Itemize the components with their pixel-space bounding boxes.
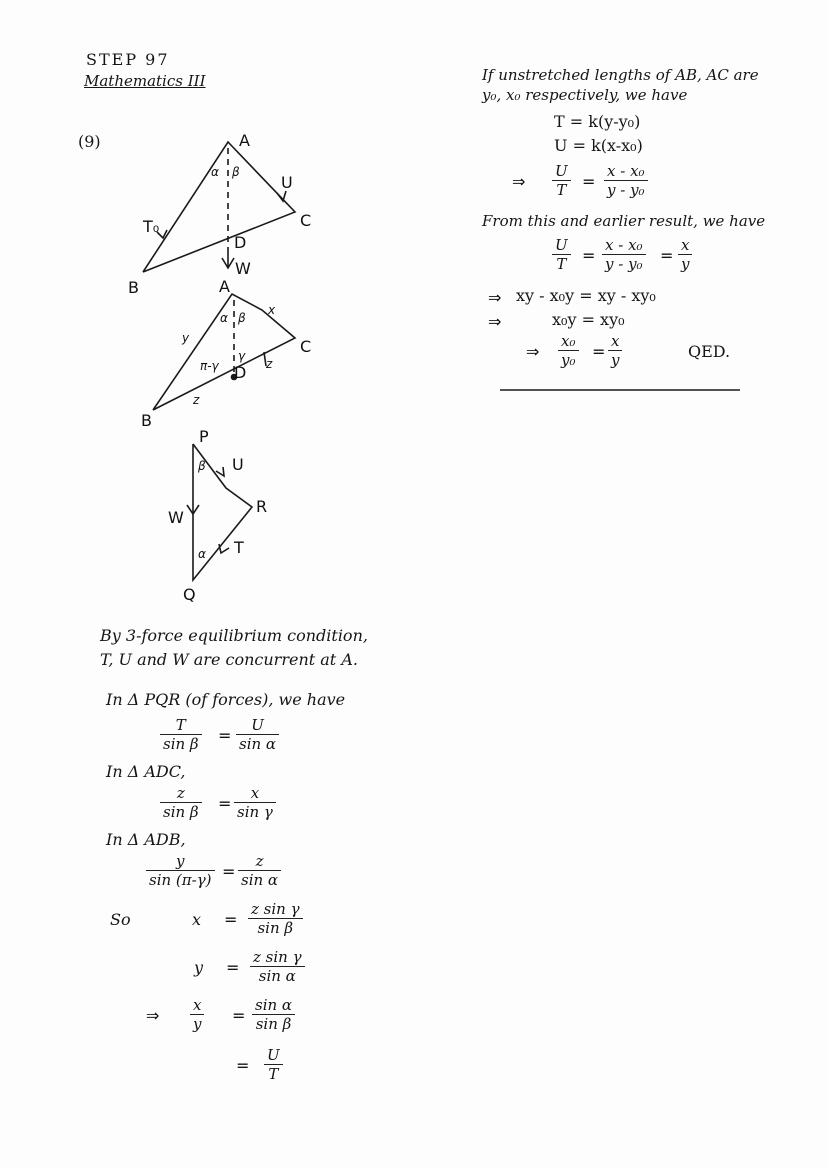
eq7-rhs-num: U (264, 1046, 283, 1065)
u-arrow (216, 467, 224, 476)
eq-r3-rhs-num: x - x₀ (604, 162, 648, 181)
eq-r7-arrow: ⇒ (526, 342, 540, 361)
d2-label-beta: β (238, 311, 246, 325)
d2-label-y: y (182, 331, 190, 345)
eq6-arrow: ⇒ (146, 1006, 160, 1025)
eq-r7-rhs (608, 332, 622, 369)
d1-label-beta: β (232, 165, 240, 179)
d3-label-beta: β (198, 459, 206, 473)
eq-r4-mid-den: y - y₀ (605, 255, 643, 273)
eq2-equals: = (218, 794, 232, 813)
eq7-rhs (264, 1046, 283, 1083)
eq2-lhs-den: sin β (163, 803, 199, 821)
eq1-lhs (160, 716, 202, 753)
eq1-rhs-den: sin α (239, 735, 277, 753)
d1-label-alpha: α (211, 165, 219, 179)
eq-r7-rhs-den: y (611, 351, 620, 369)
eq6-rhs-num: sin α (252, 996, 295, 1015)
d1-label-u: U (281, 173, 293, 192)
eq1-equals: = (218, 726, 232, 745)
eq3-lhs-num: y (146, 852, 215, 871)
eq3-rhs-num: z (238, 852, 281, 871)
eq-r3-lhs-den: T (556, 181, 567, 199)
eq5-rhs-den: sin α (258, 967, 296, 985)
eq-r3-arrow: ⇒ (512, 172, 526, 191)
diagram-1 (143, 142, 295, 272)
d2-label-d: D (234, 363, 247, 382)
text-unstretched-2: y₀, x₀ respectively, we have (482, 86, 688, 104)
d1-label-w: W (235, 259, 251, 278)
eq3-rhs-den: sin α (241, 871, 279, 889)
text-equilibrium-2: T, U and W are concurrent at A. (100, 650, 358, 669)
d1-label-c: C (300, 211, 312, 230)
d3-label-alpha: α (198, 547, 206, 561)
d2-label-a: A (219, 277, 230, 296)
eq4-equals: = (224, 910, 238, 929)
d1-label-d: D (234, 233, 247, 252)
d1-label-a: A (239, 131, 250, 150)
eq-r4-lhs-den: T (556, 255, 567, 273)
d2-label-alpha: α (220, 311, 228, 325)
text-in-adc: In Δ ADC, (106, 762, 186, 781)
eq6-rhs (252, 996, 295, 1033)
header-paper: Mathematics III (84, 72, 206, 90)
eq-r5-arrow: ⇒ (488, 288, 502, 307)
d3-label-r: R (256, 497, 268, 516)
eq7-rhs-den: T (268, 1065, 279, 1083)
d3-label-q: Q (183, 585, 196, 604)
eq4-rhs-den: sin β (257, 919, 294, 937)
text-in-pqr: In Δ PQR (of forces), we have (106, 690, 346, 709)
eq-r4-rhs-num: x (678, 236, 692, 255)
d1-label-t0: T₀ (143, 217, 160, 236)
eq4-rhs (248, 900, 303, 937)
eq-r7-lhs-den: y₀ (561, 351, 576, 369)
eq-r4-lhs-num: U (552, 236, 571, 255)
eq-r4-mid (602, 236, 646, 273)
eq2-rhs (234, 784, 276, 821)
text-equilibrium-1: By 3-force equilibrium condition, (100, 626, 368, 645)
eq3-lhs (146, 852, 215, 889)
eq-r3-rhs-den: y - y₀ (607, 181, 645, 199)
d2-label-gamma: γ (238, 349, 246, 363)
eq-r4-rhs-den: y (681, 255, 690, 273)
eq-r4-equals-2: = (660, 246, 674, 265)
d2-label-b: B (141, 411, 152, 430)
eq-r2: U = k(x-x₀) (554, 136, 643, 155)
eq-r6-arrow: ⇒ (488, 312, 502, 331)
eq2-rhs-num: x (234, 784, 276, 803)
eq-r4-rhs (678, 236, 692, 273)
eq6-equals: = (232, 1006, 246, 1025)
text-so: So (110, 910, 131, 929)
eq4-rhs-num: z sin γ (248, 900, 303, 919)
eq-r1: T = k(y-y₀) (554, 112, 641, 131)
eq-r4-equals-1: = (582, 246, 596, 265)
eq5-rhs-num: z sin γ (250, 948, 305, 967)
eq-r3-equals: = (582, 172, 596, 191)
eq-r7-lhs-num: x₀ (558, 332, 579, 351)
eq5-rhs (250, 948, 305, 985)
d2-label-x: x (268, 303, 276, 317)
eq2-rhs-den: sin γ (237, 803, 273, 821)
d2-label-z-bottom: z (193, 393, 200, 407)
text-unstretched-1: If unstretched lengths of AB, AC are (482, 66, 759, 84)
eq6-lhs-den: y (193, 1015, 202, 1033)
eq3-rhs (238, 852, 281, 889)
tension-u-arrow (277, 191, 286, 201)
eq6-lhs (190, 996, 204, 1033)
triangle-abc (143, 142, 295, 272)
d1-label-b: B (128, 278, 139, 297)
eq6-rhs-den: sin β (255, 1015, 292, 1033)
eq3-lhs-den: sin (π-γ) (149, 871, 212, 889)
d2-label-c: C (300, 337, 312, 356)
d3-label-w: W (168, 508, 184, 527)
d3-label-t: T (234, 538, 244, 557)
eq1-lhs-den: sin β (163, 735, 199, 753)
d3-label-u: U (232, 455, 244, 474)
eq3-equals: = (222, 862, 236, 881)
header-step: STEP 97 (86, 50, 170, 69)
text-from-this: From this and earlier result, we have (482, 212, 766, 230)
d2-label-z-right: z (266, 357, 273, 371)
eq-r7-lhs (558, 332, 579, 369)
d2-label-pi-minus-gamma: π-γ (200, 359, 219, 373)
eq-r3-lhs-num: U (552, 162, 571, 181)
eq-r5: xy - x₀y = xy - xy₀ (516, 286, 656, 305)
eq-r4-lhs (552, 236, 571, 273)
eq-r4-mid-num: x - x₀ (602, 236, 646, 255)
text-in-adb: In Δ ADB, (106, 830, 186, 849)
eq1-rhs (236, 716, 279, 753)
eq-r6: x₀y = xy₀ (552, 310, 625, 329)
eq1-rhs-num: U (236, 716, 279, 735)
eq-r3-rhs (604, 162, 648, 199)
eq6-lhs-num: x (190, 996, 204, 1015)
eq5-equals: = (226, 958, 240, 977)
eq2-lhs-num: z (160, 784, 202, 803)
eq5-lhs: y (194, 958, 204, 977)
qed: QED. (688, 342, 731, 361)
eq7-equals: = (236, 1056, 250, 1075)
question-number: (9) (78, 132, 101, 151)
eq-r7-equals: = (592, 342, 606, 361)
eq1-lhs-num: T (160, 716, 202, 735)
eq4-lhs: x (192, 910, 202, 929)
eq2-lhs (160, 784, 202, 821)
eq-r3-lhs (552, 162, 571, 199)
eq-r7-rhs-num: x (608, 332, 622, 351)
d3-label-p: P (199, 427, 209, 446)
